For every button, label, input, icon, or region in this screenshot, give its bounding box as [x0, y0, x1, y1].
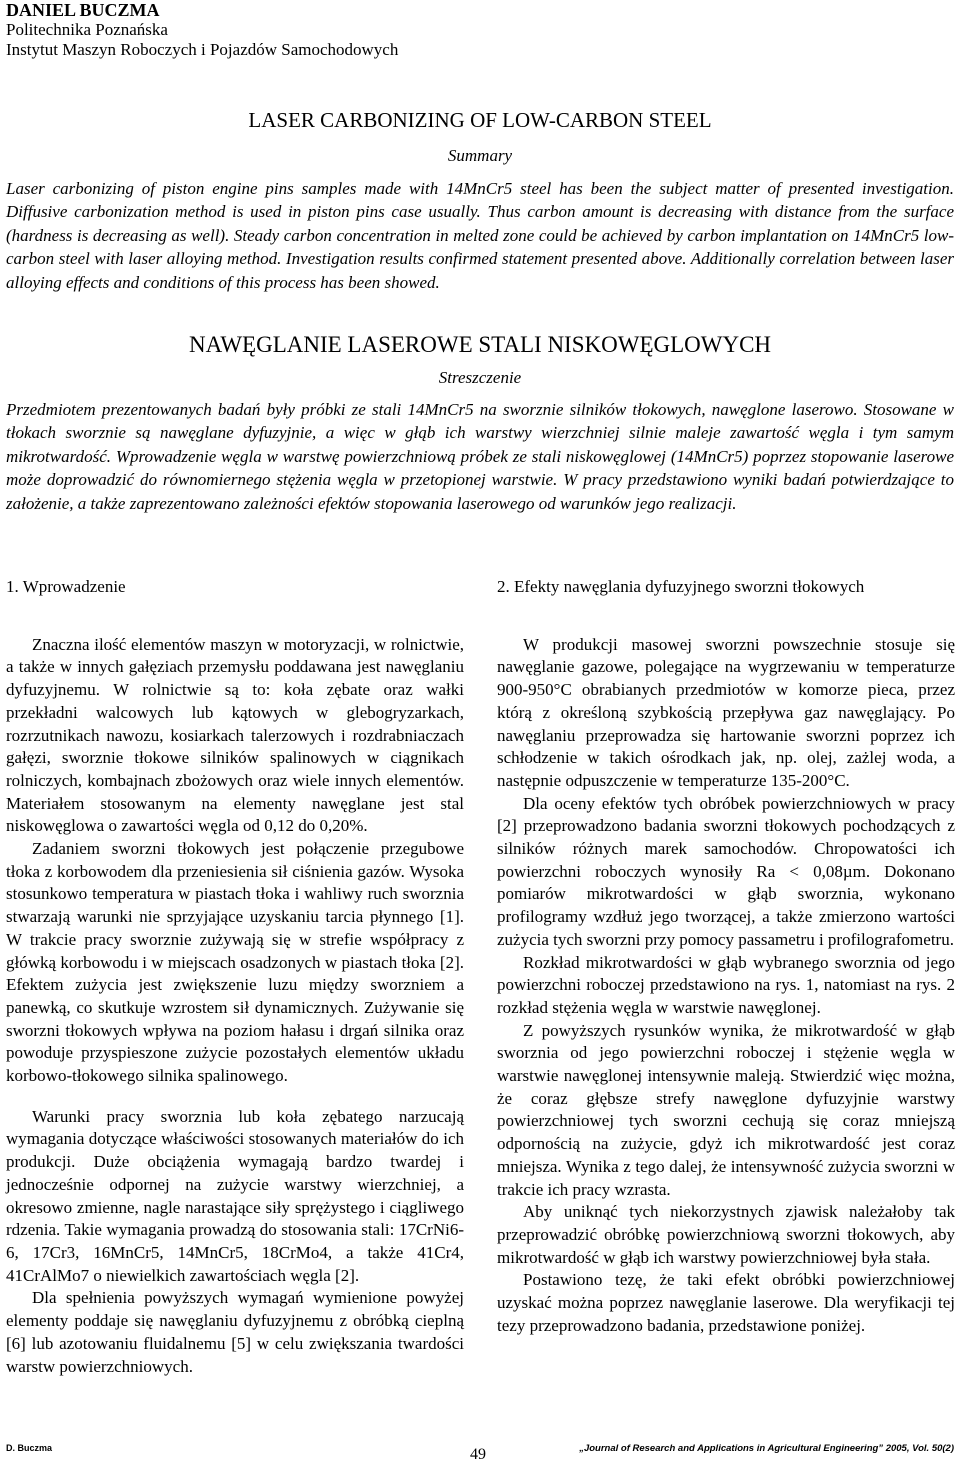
footer-author: D. Buczma: [6, 1443, 53, 1453]
english-summary: Laser carbonizing of piston engine pins samples made with 14MnCr5 steel has been the subject matter of presented investigation. Diffusive carbonization method is used in piston pins case usually. Thus carbon amount is decreasing with distance from the surface (hardness is decreasing as well). Steady carbon concentration in melted zone could be achieved by carbon implantation on 14MnCr5 low-carbon steel with laser alloying method. Investigation results confirmed statement presented above. Additionally correlation between laser alloying effects and conditions of this process has been showed.: [6, 179, 954, 292]
section-2-paragraph-2: Dla oceny efektów tych obróbek powierzchniowych w pracy [2] przeprowadzono badania sworzni tłokowych pochodzących z silników różnych marek samochodów. Chropowatości ich powierzchni roboczych wynosiły Ra < 0,08µm. Dokonano pomiarów mikrotwardości w głąb sworznia, wykonano profilogramy wzdłuż jego tworzącej, a także zmierzono wartości zużycia tych sworzni przy pomocy passametru i profilografometru.: [497, 793, 955, 949]
page-footer: [0, 1440, 960, 1462]
polish-summary: Przedmiotem prezentowanych badań były próbki ze stali 14MnCr5 na sworznie silników tłokowych, nawęglone laserowo. Stosowane w tłokach sworznie są nawęglane dyfuzyjnie, a więc w głąb ich warstwy wierzchniej silnie maleje zawartość węgla i tym samym mikrotwardość. Wprowadzenie węgla w warstwę powierzchniową próbek ze stali niskowęglowej (14MnCr5) poprzez stopowanie laserowe może doprowadzić do równomiernego stężenia węgla w przetopionej warstwie. W pracy przedstawiono wyniki badań potwierdzające to założenie, a także zaprezentowano zależności efektów stopowania laserowego od warunków jego realizacji.: [6, 400, 954, 513]
section-2-paragraph-6: Postawiono tezę, że taki efekt obróbki powierzchniowej uzyskać można poprzez nawęglanie laserowe. Dla weryfikacji tej tezy przeprowadzono badania, przedstawione poniżej.: [497, 1270, 955, 1335]
left-column: [6, 576, 464, 1378]
section-1-paragraph-3: Warunki pracy sworznia lub koła zębatego narzucają wymagania dotyczące właściwości stosowanych materiałów do ich produkcji. Duże obciążenia wymagają bardzo twardej i jednocześnie odpornej na zużycie warstwy wierzchniej, a okresowo zmienne, nagle narastające siły sprężystego i ciągliwego rdzenia. Takie wymagania prowadzą do stosowania stali: 17CrNi6-6, 17Cr3, 16MnCr5, 14MnCr5, 18CrMo4, a także 41Cr4, 41CrAlMo7 o niewielkich zawartościach węgla [2].: [6, 1106, 464, 1285]
page-number: 49: [470, 1446, 486, 1463]
english-summary-heading: Summary: [447, 146, 513, 165]
section-2-paragraph-1: W produkcji masowej sworzni powszechnie stosuje się nawęglanie gazowe, polegające na wygrzewaniu w temperaturze 900-950°C obrabianych przedmiotów w komorze pieca, przez którą z określoną szybkością przepływa gaz nawęglający. Po nawęglaniu przeprowadza się hartowanie sworzni poprzez ich schłodzenie w takich ośrodkach jak, np. olej, zażlej woda, a następnie odpuszczenie w temperaturze 135-200°C.: [497, 634, 955, 790]
section-2-paragraph-5: Aby uniknąć tych niekorzystnych zjawisk należałoby tak przeprowadzić obróbkę powierzchniową sworzni tłokowych, aby mikrotwardość w głąb ich warstwy powierzchniowej była stała.: [497, 1202, 955, 1267]
author-name: DANIEL BUCZMA: [6, 0, 160, 20]
polish-title: NAWĘGLANIE LASEROWE STALI NISKOWĘGLOWYCH: [188, 332, 772, 357]
section-2-heading: 2. Efekty nawęglania dyfuzyjnego sworzni tłokowych: [497, 577, 865, 596]
footer-journal: „Journal of Research and Applications in Agricultural Engineering” 2005, Vol. 50(2): [579, 1443, 954, 1454]
right-column: [497, 576, 955, 1338]
author-block: [6, 0, 398, 60]
english-title: LASER CARBONIZING OF LOW-CARBON STEEL: [248, 108, 712, 132]
section-1-heading: 1. Wprowadzenie: [6, 577, 126, 596]
institute: Instytut Maszyn Roboczych i Pojazdów Samochodowych: [6, 40, 399, 59]
institution: Politechnika Poznańska: [6, 20, 168, 39]
section-1-paragraph-1: Znaczna ilość elementów maszyn w motoryzacji, w rolnictwie, a także w innych gałęziach przemysłu poddawana jest nawęglaniu dyfuzyjnemu. W rolnictwie są to: koła zębate oraz wałki przekładni walcowych lub kątowych w glebogryzarkach, rozrzutnikach nawozu, kosiarkach talerzowych i rozdrabniaczach gałęzi, sworznie tłokowe silników spalinowych w ciągnikach rolniczych, kombajnach zbożowych oraz wiele innych elementów. Materiałem stosowanym na elementy nawęglane jest stal niskowęglowa o zawartości węgla od 0,12 do 0,20%.: [6, 634, 464, 836]
section-2-paragraph-4: Z powyższych rysunków wynika, że mikrotwardość w głąb sworznia od jego powierzchni roboczej i stężenie węgla w warstwie nawęglonej intensywnie maleją. Stwierdzić więc można, że coraz głębsze strefy nawęglone dyfuzyjnie warstwy powierzchniowej tych sworzni cechują się coraz mniejszą odpornością na zużycie, gdyż ich mikrotwardość jest coraz mniejsza. Wynika z tego dalej, że intensywność zużycia sworzni w trakcie ich pracy wzrasta.: [497, 1020, 955, 1199]
section-1-paragraph-4: Dla spełnienia powyższych wymagań wymienione powyżej elementy poddaje się nawęglaniu dyfuzyjnemu z obróbką cieplną [6] lub azotowaniu fluidalnemu [5] w celu zwiększania twardości warstw powierzchniowych.: [6, 1288, 464, 1376]
polish-summary-heading: Streszczenie: [438, 368, 522, 387]
section-2-paragraph-3: Rozkład mikrotwardości w głąb wybranego sworznia od jego powierzchni roboczej przedstawiono na rys. 1, natomiast na rys. 2 rozkład stężenia węgla w warstwie nawęglonej.: [497, 952, 955, 1017]
section-1-paragraph-2: Zadaniem sworzni tłokowych jest połączenie przegubowe tłoka z korbowodem dla przeniesienia sił ciśnienia gazów. Wysoka stosunkowo temperatura w piastach tłoka i wahliwy ruch sworznia stwarzają warunki nie sprzyjające uzyskaniu tarcia płynnego [1]. W trakcie pracy sworznie zużywają się w strefie współpracy z główką korbowodu i w miejscach osadzonych w piastach tłoka [2]. Efektem zużycia jest zwiększenie luzu między sworzniem a panewką, co skutkuje wzrostem sił dynamicznych. Zużywanie się sworzni tłokowych wpływa na poziom hałasu i drgań silnika oraz powoduje przyspieszone zużycie pozostałych elementów układu korbowo-tłokowego silnika spalinowego.: [6, 839, 464, 1086]
